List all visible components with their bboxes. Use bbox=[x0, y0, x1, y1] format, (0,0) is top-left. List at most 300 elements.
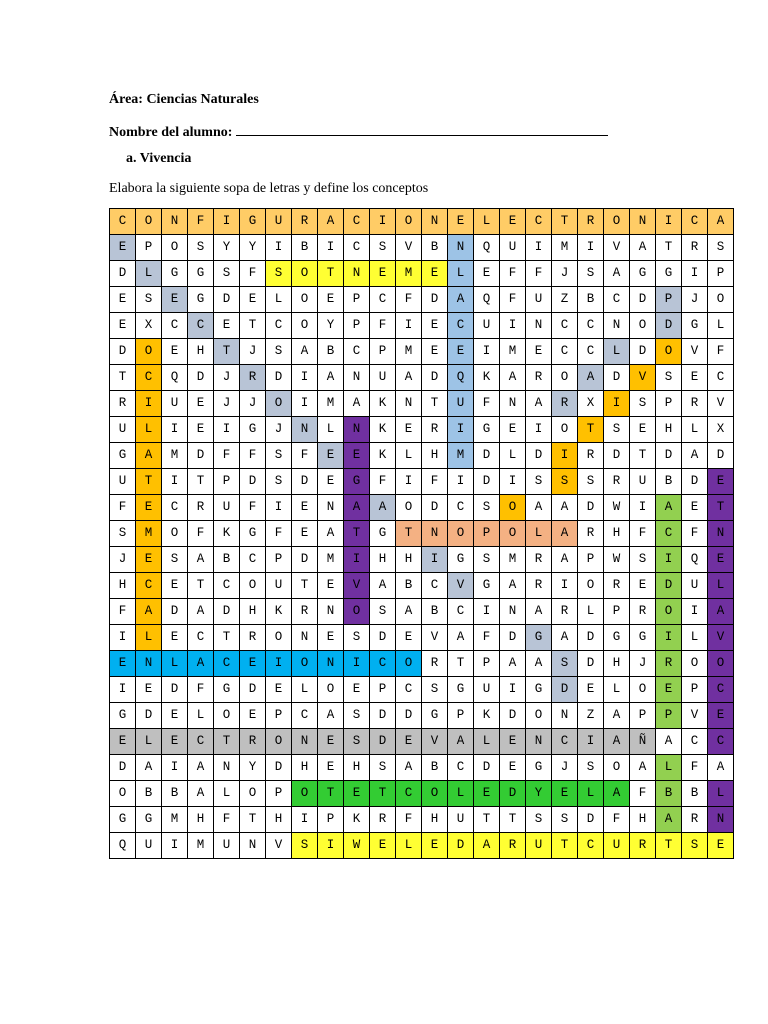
grid-cell: U bbox=[266, 209, 292, 235]
grid-cell: I bbox=[656, 547, 682, 573]
grid-cell: E bbox=[500, 417, 526, 443]
grid-cell: R bbox=[682, 807, 708, 833]
grid-cell: E bbox=[344, 677, 370, 703]
grid-cell: E bbox=[110, 235, 136, 261]
grid-cell: O bbox=[578, 573, 604, 599]
grid-cell: I bbox=[162, 469, 188, 495]
grid-cell: P bbox=[318, 807, 344, 833]
grid-cell: G bbox=[448, 677, 474, 703]
grid-cell: E bbox=[136, 677, 162, 703]
grid-cell: N bbox=[344, 365, 370, 391]
grid-cell: R bbox=[656, 651, 682, 677]
grid-cell: Q bbox=[110, 833, 136, 859]
grid-cell: P bbox=[370, 677, 396, 703]
grid-cell: C bbox=[448, 495, 474, 521]
grid-cell: I bbox=[682, 599, 708, 625]
grid-cell: C bbox=[162, 495, 188, 521]
grid-cell: C bbox=[422, 573, 448, 599]
grid-cell: C bbox=[708, 365, 734, 391]
grid-cell: C bbox=[448, 599, 474, 625]
grid-cell: E bbox=[214, 313, 240, 339]
grid-cell: S bbox=[552, 651, 578, 677]
grid-cell: B bbox=[214, 547, 240, 573]
grid-cell: E bbox=[318, 729, 344, 755]
grid-cell: U bbox=[110, 469, 136, 495]
grid-cell: C bbox=[708, 677, 734, 703]
grid-cell: D bbox=[578, 495, 604, 521]
grid-cell: M bbox=[136, 521, 162, 547]
grid-cell: A bbox=[370, 573, 396, 599]
grid-cell: F bbox=[214, 807, 240, 833]
grid-cell: O bbox=[604, 209, 630, 235]
grid-cell: O bbox=[396, 209, 422, 235]
grid-cell: C bbox=[396, 677, 422, 703]
grid-cell: A bbox=[448, 287, 474, 313]
grid-cell: L bbox=[136, 729, 162, 755]
grid-cell: D bbox=[110, 261, 136, 287]
grid-cell: A bbox=[188, 755, 214, 781]
grid-cell: K bbox=[370, 391, 396, 417]
grid-cell: L bbox=[188, 703, 214, 729]
grid-cell: B bbox=[422, 599, 448, 625]
grid-cell: F bbox=[188, 521, 214, 547]
grid-cell: R bbox=[578, 443, 604, 469]
grid-cell: I bbox=[682, 261, 708, 287]
grid-cell: J bbox=[266, 417, 292, 443]
grid-cell: O bbox=[240, 781, 266, 807]
grid-cell: O bbox=[136, 209, 162, 235]
grid-cell: P bbox=[370, 339, 396, 365]
grid-cell: H bbox=[188, 807, 214, 833]
grid-cell: E bbox=[162, 287, 188, 313]
grid-cell: C bbox=[552, 313, 578, 339]
grid-cell: F bbox=[604, 807, 630, 833]
grid-cell: E bbox=[422, 339, 448, 365]
grid-cell: H bbox=[604, 521, 630, 547]
grid-cell: N bbox=[500, 599, 526, 625]
grid-cell: S bbox=[188, 235, 214, 261]
grid-cell: E bbox=[656, 677, 682, 703]
grid-cell: J bbox=[214, 391, 240, 417]
grid-cell: D bbox=[110, 755, 136, 781]
grid-cell: E bbox=[682, 495, 708, 521]
grid-cell: D bbox=[110, 339, 136, 365]
grid-cell: E bbox=[500, 209, 526, 235]
grid-cell: G bbox=[240, 521, 266, 547]
grid-cell: U bbox=[630, 469, 656, 495]
grid-cell: R bbox=[604, 573, 630, 599]
grid-cell: C bbox=[162, 313, 188, 339]
grid-cell: P bbox=[656, 703, 682, 729]
grid-cell: R bbox=[240, 625, 266, 651]
grid-cell: U bbox=[214, 833, 240, 859]
grid-cell: I bbox=[370, 209, 396, 235]
grid-cell: I bbox=[214, 209, 240, 235]
grid-cell: K bbox=[370, 417, 396, 443]
grid-cell: J bbox=[110, 547, 136, 573]
grid-cell: I bbox=[448, 417, 474, 443]
grid-cell: E bbox=[682, 365, 708, 391]
grid-cell: U bbox=[526, 833, 552, 859]
grid-cell: D bbox=[370, 729, 396, 755]
grid-cell: D bbox=[188, 443, 214, 469]
grid-cell: O bbox=[500, 495, 526, 521]
grid-cell: G bbox=[656, 261, 682, 287]
grid-cell: F bbox=[188, 677, 214, 703]
grid-cell: O bbox=[526, 703, 552, 729]
grid-cell: A bbox=[604, 781, 630, 807]
grid-cell: N bbox=[214, 755, 240, 781]
grid-cell: F bbox=[240, 443, 266, 469]
grid-row bbox=[110, 703, 734, 729]
grid-cell: M bbox=[552, 235, 578, 261]
grid-cell: A bbox=[630, 235, 656, 261]
grid-cell: C bbox=[656, 521, 682, 547]
grid-cell: D bbox=[630, 287, 656, 313]
grid-cell: F bbox=[370, 469, 396, 495]
grid-cell: O bbox=[292, 261, 318, 287]
grid-cell: R bbox=[240, 729, 266, 755]
grid-cell: Y bbox=[526, 781, 552, 807]
grid-cell: R bbox=[630, 833, 656, 859]
grid-cell: T bbox=[448, 651, 474, 677]
grid-cell: L bbox=[578, 599, 604, 625]
grid-cell: S bbox=[526, 469, 552, 495]
grid-cell: L bbox=[136, 261, 162, 287]
grid-cell: G bbox=[110, 807, 136, 833]
grid-cell: Q bbox=[474, 287, 500, 313]
grid-row bbox=[110, 729, 734, 755]
grid-cell: C bbox=[136, 573, 162, 599]
grid-cell: A bbox=[708, 755, 734, 781]
grid-cell: H bbox=[266, 807, 292, 833]
grid-cell: N bbox=[292, 625, 318, 651]
grid-cell: B bbox=[292, 235, 318, 261]
grid-cell: N bbox=[630, 209, 656, 235]
grid-cell: T bbox=[552, 833, 578, 859]
grid-cell: L bbox=[708, 781, 734, 807]
grid-cell: B bbox=[136, 781, 162, 807]
word-search-grid bbox=[109, 208, 734, 859]
grid-cell: L bbox=[448, 261, 474, 287]
grid-cell: T bbox=[370, 781, 396, 807]
grid-row bbox=[110, 469, 734, 495]
grid-cell: C bbox=[266, 313, 292, 339]
grid-cell: I bbox=[422, 547, 448, 573]
grid-cell: C bbox=[188, 313, 214, 339]
grid-cell: I bbox=[474, 339, 500, 365]
grid-cell: G bbox=[630, 625, 656, 651]
grid-cell: G bbox=[422, 703, 448, 729]
grid-cell: A bbox=[344, 495, 370, 521]
grid-cell: L bbox=[474, 729, 500, 755]
grid-cell: Q bbox=[448, 365, 474, 391]
grid-cell: N bbox=[162, 209, 188, 235]
grid-cell: E bbox=[188, 391, 214, 417]
grid-cell: N bbox=[318, 599, 344, 625]
grid-cell: M bbox=[396, 339, 422, 365]
grid-cell: C bbox=[708, 729, 734, 755]
grid-cell: P bbox=[266, 703, 292, 729]
grid-cell: H bbox=[188, 339, 214, 365]
grid-cell: O bbox=[448, 521, 474, 547]
grid-cell: Y bbox=[214, 235, 240, 261]
grid-cell: E bbox=[240, 651, 266, 677]
grid-cell: C bbox=[578, 339, 604, 365]
grid-cell: H bbox=[370, 547, 396, 573]
grid-cell: I bbox=[578, 235, 604, 261]
grid-cell: U bbox=[214, 495, 240, 521]
grid-cell: A bbox=[136, 443, 162, 469]
grid-cell: T bbox=[656, 235, 682, 261]
grid-cell: A bbox=[396, 755, 422, 781]
grid-cell: E bbox=[318, 469, 344, 495]
grid-cell: T bbox=[708, 495, 734, 521]
grid-cell: S bbox=[656, 365, 682, 391]
grid-cell: E bbox=[370, 261, 396, 287]
grid-cell: O bbox=[656, 599, 682, 625]
grid-cell: M bbox=[318, 391, 344, 417]
grid-cell: F bbox=[682, 755, 708, 781]
grid-cell: V bbox=[708, 625, 734, 651]
grid-cell: O bbox=[344, 599, 370, 625]
grid-cell: V bbox=[266, 833, 292, 859]
grid-cell: N bbox=[344, 261, 370, 287]
grid-cell: R bbox=[422, 651, 448, 677]
grid-cell: T bbox=[500, 807, 526, 833]
grid-row bbox=[110, 339, 734, 365]
grid-cell: G bbox=[344, 469, 370, 495]
grid-row bbox=[110, 391, 734, 417]
grid-cell: C bbox=[136, 365, 162, 391]
grid-cell: O bbox=[396, 495, 422, 521]
grid-cell: R bbox=[526, 573, 552, 599]
grid-cell: N bbox=[318, 495, 344, 521]
grid-cell: C bbox=[448, 755, 474, 781]
grid-cell: G bbox=[136, 807, 162, 833]
grid-cell: I bbox=[448, 469, 474, 495]
grid-cell: H bbox=[344, 755, 370, 781]
grid-cell: F bbox=[474, 625, 500, 651]
grid-cell: D bbox=[500, 703, 526, 729]
grid-cell: R bbox=[500, 833, 526, 859]
grid-cell: C bbox=[370, 287, 396, 313]
grid-cell: N bbox=[422, 521, 448, 547]
grid-row bbox=[110, 755, 734, 781]
grid-cell: E bbox=[162, 573, 188, 599]
grid-cell: A bbox=[318, 209, 344, 235]
grid-cell: K bbox=[266, 599, 292, 625]
grid-cell: D bbox=[500, 625, 526, 651]
grid-cell: P bbox=[136, 235, 162, 261]
grid-cell: U bbox=[136, 833, 162, 859]
grid-cell: I bbox=[136, 391, 162, 417]
grid-cell: N bbox=[136, 651, 162, 677]
grid-cell: I bbox=[396, 469, 422, 495]
grid-cell: F bbox=[110, 599, 136, 625]
grid-cell: L bbox=[656, 755, 682, 781]
grid-cell: I bbox=[474, 599, 500, 625]
grid-cell: T bbox=[214, 625, 240, 651]
grid-cell: A bbox=[552, 547, 578, 573]
grid-cell: R bbox=[188, 495, 214, 521]
grid-cell: G bbox=[188, 261, 214, 287]
grid-cell: C bbox=[448, 313, 474, 339]
grid-cell: P bbox=[682, 677, 708, 703]
grid-cell: U bbox=[266, 573, 292, 599]
grid-cell: W bbox=[604, 495, 630, 521]
grid-cell: S bbox=[370, 599, 396, 625]
grid-cell: E bbox=[578, 677, 604, 703]
grid-cell: E bbox=[708, 703, 734, 729]
grid-cell: G bbox=[474, 573, 500, 599]
grid-cell: S bbox=[370, 235, 396, 261]
grid-cell: E bbox=[474, 781, 500, 807]
grid-cell: M bbox=[162, 443, 188, 469]
grid-cell: T bbox=[474, 807, 500, 833]
grid-cell: S bbox=[552, 807, 578, 833]
grid-cell: J bbox=[240, 391, 266, 417]
grid-cell: F bbox=[110, 495, 136, 521]
grid-cell: E bbox=[136, 495, 162, 521]
grid-cell: P bbox=[344, 287, 370, 313]
grid-cell: I bbox=[344, 651, 370, 677]
grid-cell: A bbox=[604, 703, 630, 729]
grid-cell: S bbox=[266, 469, 292, 495]
grid-cell: E bbox=[448, 209, 474, 235]
grid-cell: S bbox=[630, 547, 656, 573]
grid-cell: N bbox=[448, 235, 474, 261]
grid-cell: I bbox=[344, 547, 370, 573]
grid-cell: D bbox=[708, 443, 734, 469]
grid-cell: R bbox=[422, 417, 448, 443]
grid-cell: L bbox=[708, 313, 734, 339]
grid-cell: G bbox=[214, 677, 240, 703]
grid-cell: D bbox=[474, 755, 500, 781]
grid-cell: H bbox=[422, 807, 448, 833]
grid-cell: O bbox=[266, 729, 292, 755]
grid-cell: U bbox=[526, 287, 552, 313]
grid-cell: D bbox=[578, 625, 604, 651]
grid-cell: E bbox=[240, 703, 266, 729]
grid-cell: B bbox=[162, 781, 188, 807]
grid-cell: U bbox=[500, 235, 526, 261]
grid-cell: A bbox=[630, 755, 656, 781]
grid-cell: O bbox=[266, 391, 292, 417]
grid-cell: L bbox=[578, 781, 604, 807]
grid-cell: N bbox=[552, 703, 578, 729]
grid-cell: R bbox=[526, 365, 552, 391]
grid-cell: O bbox=[162, 235, 188, 261]
grid-cell: J bbox=[552, 261, 578, 287]
grid-cell: P bbox=[630, 703, 656, 729]
grid-cell: G bbox=[240, 209, 266, 235]
grid-cell: G bbox=[188, 287, 214, 313]
grid-cell: P bbox=[656, 287, 682, 313]
grid-cell: S bbox=[266, 261, 292, 287]
grid-cell: A bbox=[656, 729, 682, 755]
grid-cell: G bbox=[526, 677, 552, 703]
grid-cell: D bbox=[266, 755, 292, 781]
grid-cell: V bbox=[344, 573, 370, 599]
grid-cell: D bbox=[656, 573, 682, 599]
grid-cell: A bbox=[344, 391, 370, 417]
grid-cell: I bbox=[266, 495, 292, 521]
grid-cell: C bbox=[604, 287, 630, 313]
grid-cell: D bbox=[266, 365, 292, 391]
grid-cell: V bbox=[604, 235, 630, 261]
grid-row bbox=[110, 235, 734, 261]
grid-cell: J bbox=[630, 651, 656, 677]
grid-cell: I bbox=[656, 209, 682, 235]
grid-cell: E bbox=[552, 781, 578, 807]
grid-cell: S bbox=[266, 443, 292, 469]
grid-cell: X bbox=[708, 417, 734, 443]
grid-cell: E bbox=[396, 729, 422, 755]
grid-cell: N bbox=[526, 729, 552, 755]
grid-cell: O bbox=[552, 365, 578, 391]
grid-cell: E bbox=[110, 313, 136, 339]
grid-cell: T bbox=[318, 781, 344, 807]
grid-cell: G bbox=[240, 417, 266, 443]
grid-cell: L bbox=[474, 209, 500, 235]
grid-cell: I bbox=[162, 833, 188, 859]
grid-cell: S bbox=[344, 703, 370, 729]
grid-cell: L bbox=[136, 417, 162, 443]
grid-cell: R bbox=[630, 599, 656, 625]
grid-cell: R bbox=[110, 391, 136, 417]
grid-cell: D bbox=[552, 677, 578, 703]
grid-cell: D bbox=[370, 625, 396, 651]
grid-cell: P bbox=[708, 261, 734, 287]
grid-cell: G bbox=[682, 313, 708, 339]
grid-cell: D bbox=[630, 339, 656, 365]
grid-cell: O bbox=[708, 651, 734, 677]
grid-cell: X bbox=[136, 313, 162, 339]
grid-cell: B bbox=[396, 573, 422, 599]
grid-cell: R bbox=[552, 391, 578, 417]
grid-cell: A bbox=[708, 209, 734, 235]
grid-row bbox=[110, 209, 734, 235]
grid-cell: D bbox=[578, 651, 604, 677]
grid-cell: E bbox=[422, 261, 448, 287]
grid-cell: Ñ bbox=[630, 729, 656, 755]
grid-cell: A bbox=[396, 599, 422, 625]
grid-cell: D bbox=[370, 703, 396, 729]
grid-cell: N bbox=[344, 417, 370, 443]
grid-cell: A bbox=[188, 547, 214, 573]
grid-cell: T bbox=[188, 573, 214, 599]
grid-cell: Z bbox=[578, 703, 604, 729]
grid-cell: T bbox=[136, 469, 162, 495]
grid-cell: D bbox=[162, 599, 188, 625]
grid-cell: C bbox=[344, 209, 370, 235]
grid-row bbox=[110, 807, 734, 833]
grid-row bbox=[110, 573, 734, 599]
grid-cell: T bbox=[188, 469, 214, 495]
grid-cell: F bbox=[370, 313, 396, 339]
grid-cell: G bbox=[474, 417, 500, 443]
grid-cell: S bbox=[162, 547, 188, 573]
grid-cell: E bbox=[500, 729, 526, 755]
grid-cell: L bbox=[292, 677, 318, 703]
grid-row bbox=[110, 365, 734, 391]
grid-row bbox=[110, 599, 734, 625]
grid-cell: P bbox=[474, 651, 500, 677]
grid-cell: C bbox=[240, 547, 266, 573]
grid-cell: G bbox=[110, 703, 136, 729]
grid-cell: F bbox=[422, 469, 448, 495]
